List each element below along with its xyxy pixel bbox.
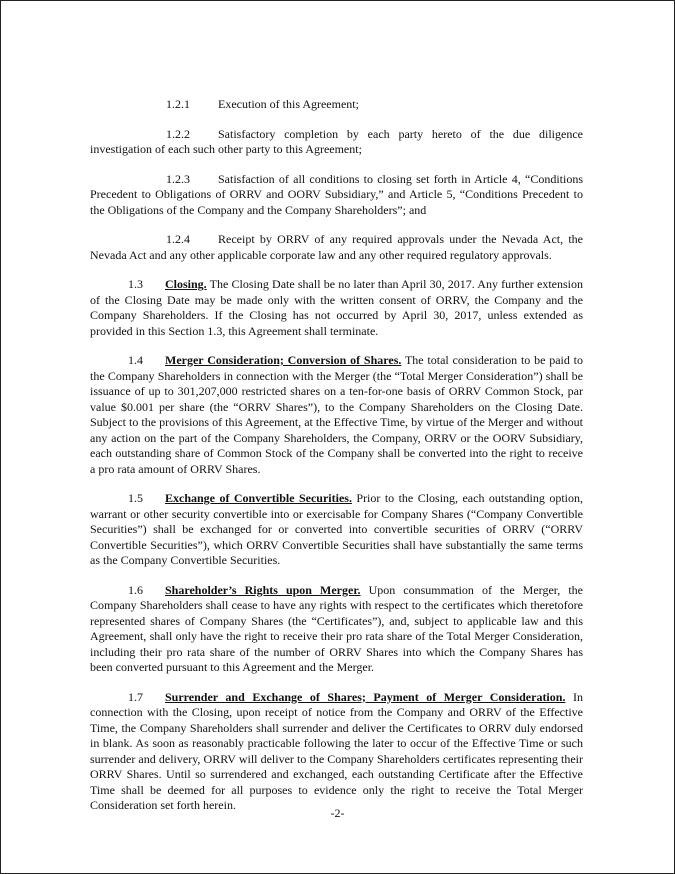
section-number: 1.3 (128, 277, 143, 291)
section-1-5-convertible-securities (90, 491, 583, 569)
clause-1-2-4 (90, 232, 583, 263)
clause-number: 1.2.4 (166, 232, 190, 246)
section-1-6-shareholder-rights (90, 583, 583, 676)
section-text: Upon consummation of the Merger, the Company Shareholders shall cease to have any rights with respect to the certificates which theretofore represented shares of Company Shares (the “Certificates”), and, subject to applicable law and this Agreement, shall only have the right to receive their pro rata share of the Total Merger Consideration, including their pro rata share of the number of ORRV Shares into which the Company Shares has been converted pursuant to this Agreement and the Merger. (90, 582, 583, 674)
section-text: In connection with the Closing, upon receipt of notice from the Company and ORRV of the Effective Time, the Company Shareholders shall surrender and deliver the Certificates to ORRV duly endorsed in blank. As soon as reasonably practicable following the later to occur of the Effective Time or such surrender and delivery, ORRV will deliver to the Company Shareholders certificates representing their ORRV Shares. Until so surrendered and exchanged, each outstanding Certificate after the Effective Time shall be deemed for all purposes to evidence only the right to receive the Total Merger Consideration set forth herein. (90, 689, 583, 812)
clause-text: Receipt by ORRV of any required approvals under the Nevada Act, the Nevada Act and any other applicable corporate law and any other required regulatory approvals. (90, 232, 583, 262)
section-number: 1.4 (128, 353, 143, 367)
clause-text: Satisfaction of all conditions to closing set forth in Article 4, “Conditions Precedent to Obligations of ORRV and OORV Subsidiary,” and Article 5, “Conditions Precedent to the Obligations of the Company and the Company Shareholders”; and (90, 171, 583, 217)
document-body (90, 97, 583, 828)
section-text: Prior to the Closing, each outstanding option, warrant or other security convertible into or exercisable for Company Shares (“Company Convertible Securities”) shall be exchanged for or converted into convertible securities of ORRV (“ORRV Convertible Securities”), which ORRV Convertible Securities shall have substantially the same terms as the Company Convertible Securities. (90, 491, 583, 567)
clause-number: 1.2.1 (166, 97, 190, 111)
section-title: Surrender and Exchange of Shares; Payment of Merger Consideration. (165, 689, 566, 704)
section-title: Exchange of Convertible Securities. (165, 491, 352, 505)
section-text: The total consideration to be paid to the Company Shareholders in connection with the Merger (the “Total Merger Consideration”) shall be issuance of up to 301,207,000 restricted shares on a ten-for-one basis of ORRV Common Stock, par value $0.001 per share (the “ORRV Shares”), to the Company Shareholders on the Closing Date. Subject to the provisions of this Agreement, at the Effective Time, by virtue of the Merger and without any action on the part of the Company Shareholders, the Company, ORRV or the OORV Subsidiary, each outstanding share of Common Stock of the Company shall be converted into the right to receive a pro rata amount of ORRV Shares. (90, 353, 583, 476)
page-number: -2- (330, 806, 345, 820)
clause-number: 1.2.3 (166, 171, 190, 186)
section-number: 1.6 (128, 582, 143, 597)
section-text: The Closing Date shall be no later than April 30, 2017. Any further extension of the Closing Date may be made only with the written consent of ORRV, the Company and the Company Shareholders. If the Closing has not occurred by April 30, 2017, unless extended as provided in this Section 1.3, this Agreement shall terminate. (90, 277, 583, 338)
clause-text: Satisfactory completion by each party hereto of the due diligence investigation of each such other party to this Agreement; (90, 126, 583, 156)
section-1-4-merger-consideration (90, 353, 583, 477)
section-title: Merger Consideration; Conversion of Shares. (165, 353, 402, 367)
section-title: Closing. (165, 277, 207, 291)
section-1-3-closing (90, 277, 583, 339)
clause-1-2-3 (90, 172, 583, 219)
section-number: 1.5 (128, 491, 143, 505)
clause-number: 1.2.2 (166, 126, 190, 141)
clause-1-2-2 (90, 127, 583, 158)
section-title: Shareholder’s Rights upon Merger. (165, 582, 361, 597)
section-1-7-surrender-exchange (90, 690, 583, 814)
clause-text: Execution of this Agreement; (218, 97, 359, 111)
clause-1-2-1 (90, 97, 583, 113)
section-number: 1.7 (128, 689, 143, 704)
